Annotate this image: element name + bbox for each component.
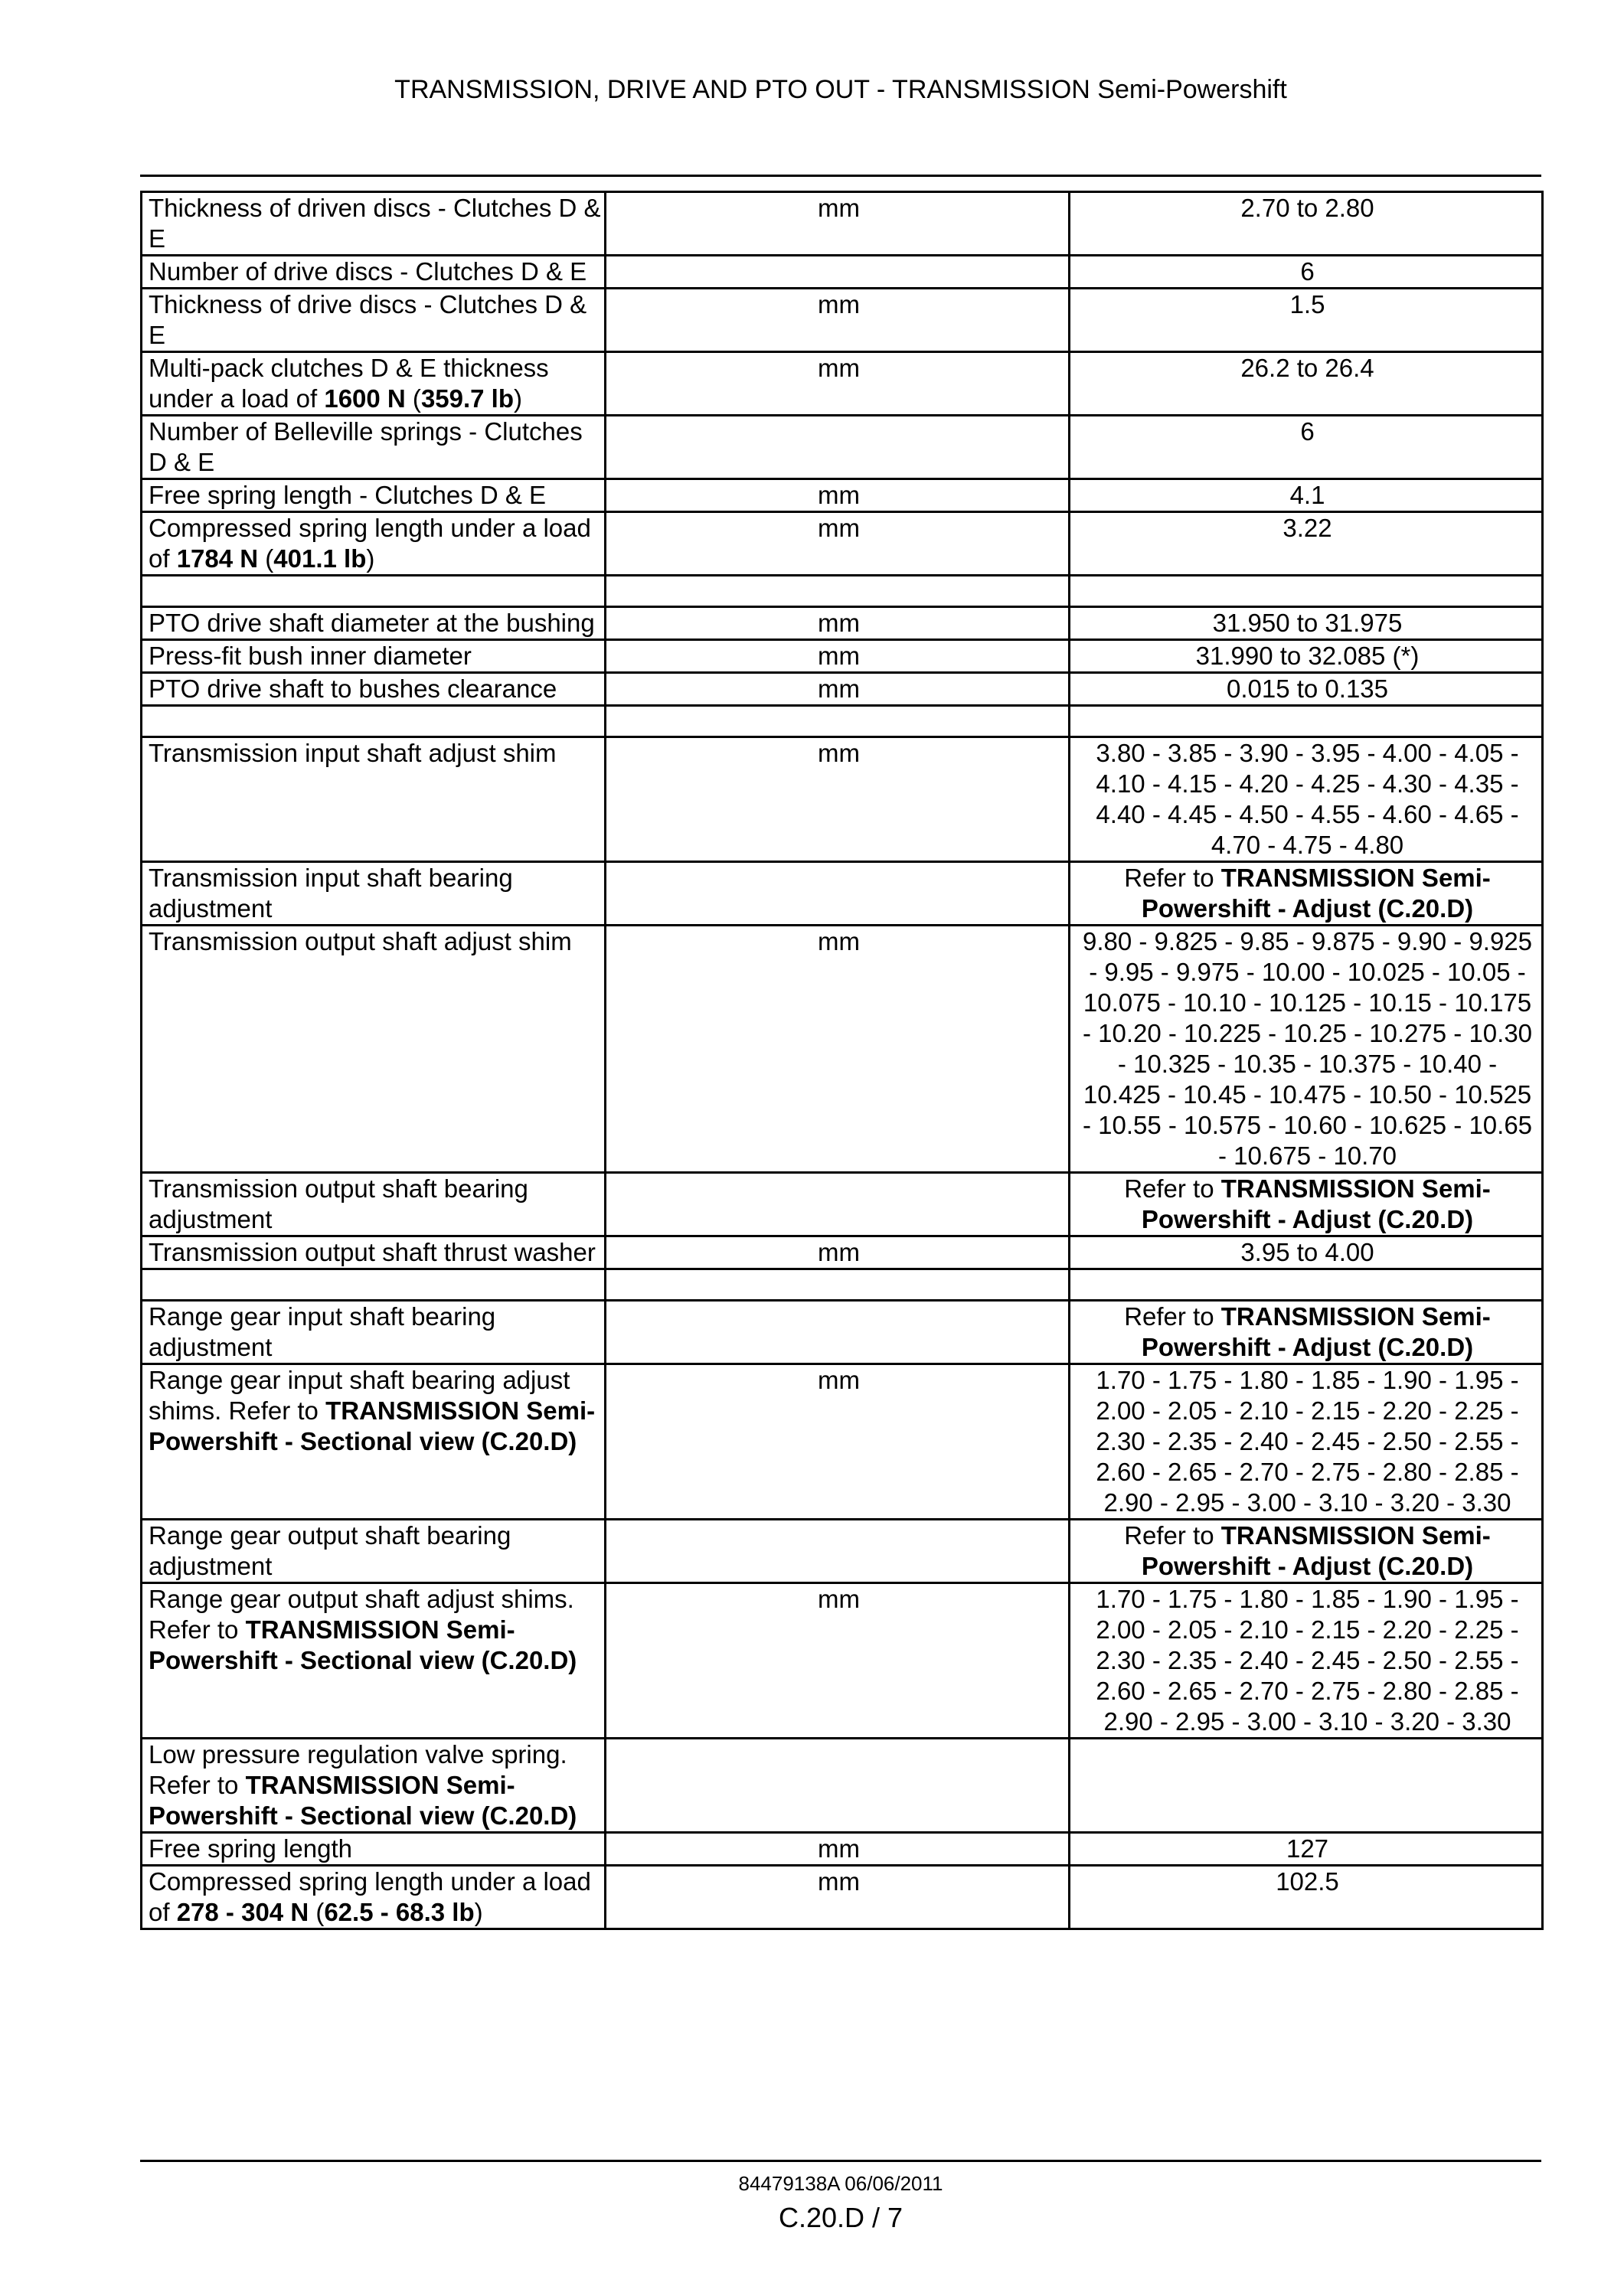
description-cell [142,1364,606,1520]
value-cell [1070,416,1543,479]
value-text: 6 [1300,417,1315,446]
description-text: Thickness of driven discs - Clutches D & E [149,194,601,253]
value-text: 3.80 - 3.85 - 3.90 - 3.95 - 4.00 - 4.05 - 4.10 - 4.15 - 4.20 - 4.25 - 4.30 - 4.35 - 4.40 - 4.45 - 4.50 - 4.55 - 4.60 - 4.65 - 4.70 - 4.75 - 4.80 [1096,739,1519,859]
table-row [142,1583,1543,1739]
table-row [142,926,1543,1173]
table-row [142,256,1543,289]
unit-cell [606,706,1070,737]
description-text: Range gear input shaft bearing adjustment [149,1302,496,1361]
description-text: Press-fit bush inner diameter [149,642,472,670]
value-text: TRANSMISSION Semi-Powershift - Adjust (C.20.D) [1141,1521,1491,1580]
description-cell [142,479,606,512]
description-cell [142,576,606,607]
table-row [142,416,1543,479]
value-cell [1070,1301,1543,1364]
value-cell [1070,862,1543,926]
description-cell [142,862,606,926]
description-text: Range gear input shaft bearing adjust shims. Refer to [149,1366,570,1425]
value-cell [1070,640,1543,673]
value-cell [1070,673,1543,706]
description-text: ) [474,1898,483,1926]
description-text: Transmission output shaft adjust shim [149,927,572,955]
value-text: 3.95 to 4.00 [1240,1238,1374,1266]
value-text: 31.950 to 31.975 [1212,609,1403,637]
unit-cell [606,1739,1070,1833]
unit-cell [606,1301,1070,1364]
value-text: 9.80 - 9.825 - 9.85 - 9.875 - 9.90 - 9.925 - 9.95 - 9.975 - 10.00 - 10.025 - 10.05 - 10.075 - 10.10 - 10.125 - 10.15 - 10.175 - 10.20 - 10.225 - 10.25 - 10.275 - 10.30 - 10.325 - 10.35 - 10.375 - 10.40 - 10.425 - 10.45 - 10.475 - 10.50 - 10.525 - 10.55 - 10.575 - 10.60 - 10.625 - 10.65 - 10.675 - 10.70 [1082,927,1533,1170]
description-text: ( [309,1898,325,1926]
value-cell [1070,1236,1543,1269]
table-row [142,640,1543,673]
description-text: 401.1 lb [273,544,367,573]
unit-cell: mm [606,640,1070,673]
description-text: PTO drive shaft to bushes clearance [149,674,557,703]
unit-cell: mm [606,673,1070,706]
description-cell [142,640,606,673]
value-cell [1070,352,1543,416]
value-cell [1070,1739,1543,1833]
header-rule [140,175,1541,177]
table-row [142,1866,1543,1929]
description-text: Compressed spring length under a load of [149,514,591,573]
description-text: TRANSMISSION Semi-Powershift - Sectional view (C.20.D) [149,1771,577,1830]
description-cell [142,737,606,862]
document-code: 84479138A 06/06/2011 [738,2172,943,2195]
unit-cell [606,416,1070,479]
unit-cell [606,862,1070,926]
table-row [142,862,1543,926]
description-text: Thickness of drive discs - Clutches D & E [149,290,587,349]
table-spacer-row [142,1269,1543,1301]
description-cell [142,1583,606,1739]
unit-cell: mm [606,289,1070,352]
description-text: TRANSMISSION Semi-Powershift - Sectional view (C.20.D) [149,1615,577,1674]
value-cell [1070,1583,1543,1739]
table-row [142,512,1543,576]
value-text: Refer to [1124,1302,1221,1331]
description-cell [142,1739,606,1833]
unit-cell: mm [606,926,1070,1173]
description-cell [142,1520,606,1583]
value-text: TRANSMISSION Semi-Powershift - Adjust (C.20.D) [1141,1174,1491,1233]
description-cell [142,512,606,576]
specification-table-body [142,192,1543,1929]
value-cell [1070,607,1543,640]
value-cell [1070,289,1543,352]
unit-cell: mm [606,512,1070,576]
unit-cell [606,1269,1070,1301]
unit-cell [606,256,1070,289]
description-cell [142,1301,606,1364]
specification-table [140,191,1544,1930]
description-text: ( [258,544,274,573]
unit-cell: mm [606,192,1070,256]
table-spacer-row [142,576,1543,607]
unit-cell: mm [606,1236,1070,1269]
unit-cell [606,1520,1070,1583]
description-text: PTO drive shaft diameter at the bushing [149,609,595,637]
table-row [142,1520,1543,1583]
value-text: TRANSMISSION Semi-Powershift - Adjust (C.20.D) [1141,864,1491,923]
table-row [142,607,1543,640]
value-cell [1070,1364,1543,1520]
description-cell [142,926,606,1173]
value-text: 1.70 - 1.75 - 1.80 - 1.85 - 1.90 - 1.95 - 2.00 - 2.05 - 2.10 - 2.15 - 2.20 - 2.25 - 2.30 - 2.35 - 2.40 - 2.45 - 2.50 - 2.55 - 2.60 - 2.65 - 2.70 - 2.75 - 2.80 - 2.85 - 2.90 - 2.95 - 3.00 - 3.10 - 3.20 - 3.30 [1096,1585,1519,1736]
description-text: Number of drive discs - Clutches D & E [149,257,587,286]
table-row [142,1173,1543,1236]
value-cell [1070,737,1543,862]
table-row [142,289,1543,352]
value-text: 26.2 to 26.4 [1240,354,1374,382]
description-cell [142,1236,606,1269]
description-text: Range gear output shaft adjust shims. Refer to [149,1585,574,1644]
description-cell [142,352,606,416]
value-text: 4.1 [1289,481,1325,509]
description-text: Transmission input shaft bearing adjustment [149,864,513,923]
description-cell [142,1866,606,1929]
unit-cell [606,1173,1070,1236]
table-row [142,1301,1543,1364]
table-spacer-row [142,706,1543,737]
table-row [142,479,1543,512]
footer-rule [140,2160,1541,2162]
description-text: 62.5 - 68.3 lb [324,1898,475,1926]
description-text: Number of Belleville springs - Clutches D & E [149,417,583,476]
unit-cell: mm [606,352,1070,416]
value-cell [1070,926,1543,1173]
description-text: Range gear output shaft bearing adjustment [149,1521,511,1580]
value-cell [1070,479,1543,512]
description-text: 359.7 lb [420,384,515,413]
description-text: ( [405,384,421,413]
value-cell [1070,1833,1543,1866]
description-text: Free spring length [149,1834,352,1863]
value-text: Refer to [1124,1521,1221,1550]
value-text: 2.70 to 2.80 [1240,194,1374,222]
value-text: Refer to [1124,864,1221,892]
description-text: ) [514,384,523,413]
description-text: Low pressure regulation valve spring. Refer to [149,1740,567,1799]
value-text: 1.70 - 1.75 - 1.80 - 1.85 - 1.90 - 1.95 - 2.00 - 2.05 - 2.10 - 2.15 - 2.20 - 2.25 - 2.30 - 2.35 - 2.40 - 2.45 - 2.50 - 2.55 - 2.60 - 2.65 - 2.70 - 2.75 - 2.80 - 2.85 - 2.90 - 2.95 - 3.00 - 3.10 - 3.20 - 3.30 [1096,1366,1519,1517]
description-text: 1600 N [324,384,406,413]
table-row [142,352,1543,416]
table-row [142,1739,1543,1833]
table-row [142,1236,1543,1269]
value-cell [1070,512,1543,576]
value-cell [1070,1866,1543,1929]
description-cell [142,1269,606,1301]
description-text: Compressed spring length under a load of [149,1867,591,1926]
unit-cell: mm [606,1583,1070,1739]
value-text: TRANSMISSION Semi-Powershift - Adjust (C.20.D) [1141,1302,1491,1361]
description-text: Transmission input shaft adjust shim [149,739,557,767]
description-cell [142,289,606,352]
table-row [142,737,1543,862]
unit-cell: mm [606,1866,1070,1929]
value-text: 127 [1286,1834,1329,1863]
unit-cell: mm [606,1364,1070,1520]
description-cell [142,607,606,640]
description-cell [142,706,606,737]
description-text: TRANSMISSION Semi-Powershift - Sectional view (C.20.D) [149,1396,596,1455]
value-cell [1070,706,1543,737]
value-cell [1070,192,1543,256]
unit-cell [606,576,1070,607]
table-row [142,1364,1543,1520]
value-cell [1070,576,1543,607]
table-row [142,192,1543,256]
page-header: TRANSMISSION, DRIVE AND PTO OUT - TRANSMISSION Semi-Powershift [394,75,1287,104]
value-text: 31.990 to 32.085 (*) [1195,642,1420,670]
description-cell [142,416,606,479]
value-text: 3.22 [1283,514,1332,542]
description-text: ) [366,544,375,573]
description-text: Transmission output shaft thrust washer [149,1238,596,1266]
description-cell [142,192,606,256]
unit-cell: mm [606,479,1070,512]
unit-cell: mm [606,607,1070,640]
value-text: 102.5 [1276,1867,1339,1896]
unit-cell: mm [606,737,1070,862]
value-text: 1.5 [1289,290,1325,318]
value-cell [1070,1269,1543,1301]
table-row [142,673,1543,706]
unit-cell: mm [606,1833,1070,1866]
description-cell [142,1833,606,1866]
description-text: Free spring length - Clutches D & E [149,481,547,509]
value-cell [1070,1173,1543,1236]
description-text: Transmission output shaft bearing adjustment [149,1174,528,1233]
description-text: 1784 N [176,544,259,573]
value-cell [1070,1520,1543,1583]
page-number: C.20.D / 7 [778,2202,903,2233]
description-cell [142,256,606,289]
value-cell [1070,256,1543,289]
value-text: 0.015 to 0.135 [1226,674,1389,703]
value-text: 6 [1300,257,1315,286]
description-cell [142,673,606,706]
description-cell [142,1173,606,1236]
description-text: 278 - 304 N [176,1898,309,1926]
value-text: Refer to [1124,1174,1221,1203]
table-row [142,1833,1543,1866]
description-text: Multi-pack clutches D & E thickness under a load of [149,354,549,413]
